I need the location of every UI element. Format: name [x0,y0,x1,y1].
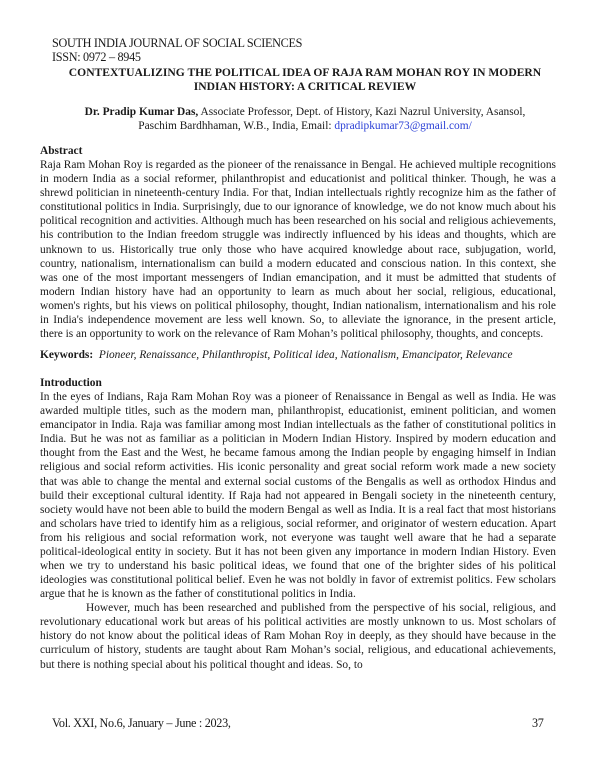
article-title-line-2: INDIAN HISTORY: A CRITICAL REVIEW [193,80,417,93]
journal-name: SOUTH INDIA JOURNAL OF SOCIAL SCIENCES [52,36,303,50]
keywords-values: Pioneer, Renaissance, Philanthropist, Political idea, Nationalism, Emancipator, Relevance [98,349,513,361]
article-title [40,66,570,94]
abstract-text: Raja Ram Mohan Roy is regarded as the pioneer of the renaissance in Bengal. He achieved multiple recognitions in modern India as a social reformer, philanthropist and educationist and political thinker. Though, he was a shrewd politician in nineteenth-century India. For that, Indian intellectuals rightly recognize him as the father of constitutional politics in India. Surprisingly, due to our ignorance of knowledge, we do not know much about his political recognition and activities. Although much has been researched on his social and religious achievements, his contribution to the Indian freedom struggle was indirectly influenced by his ideas and thoughts, which are unknown to us. Historically true only those who have acquired knowledge about race, subjugation, world, country, nationalism, internationalism can build a modern educated and conscious nation. In this context, she was one of the most important messengers of Indian emancipation, and it must be admitted that students of modern Indian history have had an opportunity to learn as much about her social, religious, educational, women's rights, but his views on political philosophy, thought, Indian nationalism, internationalism and his role in India's independence movement are less well known. So, to alleviate the ignorance, in the present article, there is an opportunity to work on the relevance of Ram Mohan’s political philosophy, thoughts, and concepts. [40,159,556,341]
introduction-section [40,376,556,672]
author-affiliation: Associate Professor, Dept. of History, Kazi Nazrul University, Asansol, [198,106,526,118]
introduction-heading: Introduction [40,377,102,389]
introduction-paragraph-1: In the eyes of Indians, Raja Ram Mohan Roy was a pioneer of Renaissance in Bengal as well as India. He was awarded multiple titles, such as the modern man, philanthropist, educationist, eminent politician, and women emancipator in India. Raja was familiar among most Indian intellectuals as the father of constitutional politics in India. But he was not as familiar as a politician in Modern Indian History. Inspired by modern education and thought from the East and the West, he became famous among the Indian people by engaging himself in Indian religious and social reform activities. His iconic personality and great social reform work made a new society that was able to change the mental and external social customs of the Bengalis as well as orthodox Hindus and build their exceptional cultural identity. If Raja had not appeared in Bengali society in the nineteenth century, society would have not been able to build the modern Bengal as well as India. It is a real fact that most historians and scholars have tried to identify him as a religious, social reformer, and originator of western education. Apart from his religious and social reformation work, not everyone was taught well aware that he had a separate political-ideological entity in society. But it has not been given any importance in modern Indian History. Even when we try to understand his basic political ideas, we found that one of the brighter sides of his political ideologies was constitutional political belief. Even he was not boldly in favor of extremist politics. Few scholars argue that he is known as the father of constitutional politics in India. [40,391,556,601]
keywords-label: Keywords: [40,349,94,361]
author-block [40,105,570,133]
article-title-line-1: CONTEXTUALIZING THE POLITICAL IDEA OF RAJA RAM MOHAN ROY IN MODERN [68,66,542,79]
keywords [40,348,556,362]
abstract-heading: Abstract [40,145,83,157]
footer-volume: Vol. XXI, No.6, January – June : 2023, [52,716,231,730]
author-location: Paschim Bardhhaman, W.B., India, Email: [138,120,335,132]
author-email-link[interactable]: dpradipkumar73@gmail.com/ [334,120,472,132]
author-name: Dr. Pradip Kumar Das, [84,106,199,118]
introduction-paragraph-2: However, much has been researched and published from the perspective of his social, religious, and revolutionary educational work but areas of his political activities are mostly unknown to us. Most scholars of history do not know about the political ideas of Ram Mohan Roy in deeply, as they should have because in the curriculum of history, students are taught about Ram Mohan’s social, religious, and educational achievements, but there is nothing special about his political thought and ideas. So, to [40,602,556,671]
page-number: 37 [532,716,544,730]
issn: ISSN: 0972 – 8945 [52,50,141,64]
abstract-section [40,144,556,341]
